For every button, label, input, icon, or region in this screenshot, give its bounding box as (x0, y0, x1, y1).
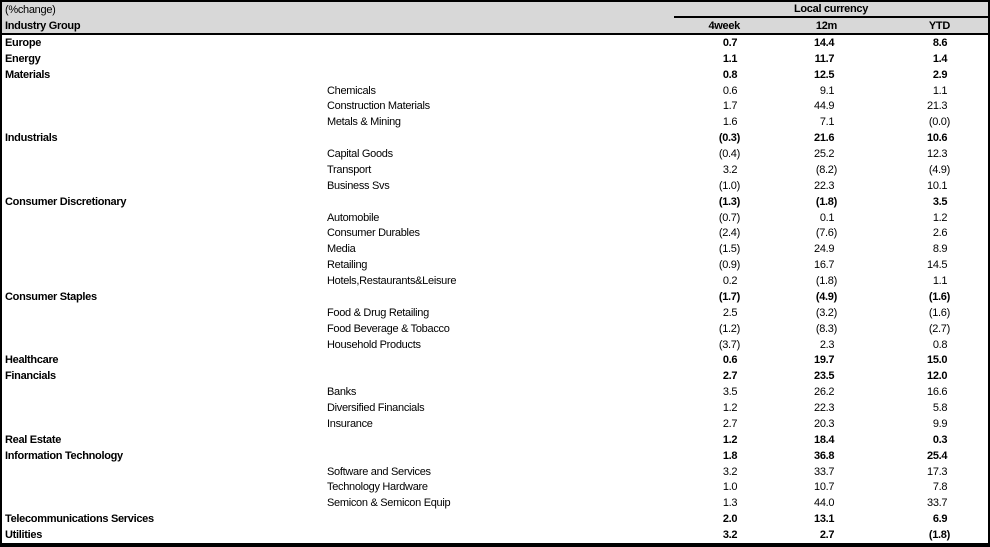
table-row (2, 511, 988, 527)
cell-12m: 36.8 (814, 449, 837, 462)
cell-4week: (0.3) (718, 132, 740, 145)
table-row (2, 257, 988, 273)
cell-4week: 1.1 (722, 52, 740, 65)
row-label: Household Products (327, 338, 421, 351)
row-label: Energy (5, 52, 41, 65)
table-row (2, 83, 988, 99)
cell-ytd: 10.1 (927, 179, 950, 192)
cell-4week: 0.7 (722, 36, 740, 49)
row-label: Consumer Discretionary (5, 195, 127, 208)
cell-12m: (3.2) (815, 306, 837, 319)
industry-group-column-label: Industry Group (5, 19, 81, 32)
cell-12m: 22.3 (814, 402, 837, 415)
table-row (2, 337, 988, 353)
row-label: Utilities (5, 529, 43, 542)
cell-ytd: 0.8 (932, 338, 950, 351)
row-label: Metals & Mining (327, 116, 401, 129)
table-row (2, 400, 988, 416)
table-row (2, 495, 988, 511)
cell-12m: 33.7 (814, 465, 837, 478)
cell-ytd: (1.6) (928, 306, 950, 319)
column-headers-row (674, 18, 988, 33)
table-row (2, 448, 988, 464)
cell-12m: 25.2 (814, 148, 837, 161)
cell-ytd: 10.6 (927, 132, 950, 145)
row-label: Insurance (327, 417, 373, 430)
cell-4week: 1.0 (722, 481, 740, 494)
cell-ytd: (1.8) (928, 529, 950, 542)
col-header-ytd: YTD (928, 19, 950, 32)
cell-4week: 1.2 (722, 433, 740, 446)
cell-ytd: (0.0) (928, 116, 950, 129)
cell-ytd: 14.5 (927, 259, 950, 272)
cell-4week: (0.4) (718, 148, 740, 161)
table-row (2, 114, 988, 130)
row-label: Healthcare (5, 354, 59, 367)
row-label: Consumer Durables (327, 227, 420, 240)
cell-12m: (1.8) (815, 195, 837, 208)
cell-ytd: 12.0 (927, 370, 950, 383)
row-label: Retailing (327, 259, 368, 272)
table-row (2, 51, 988, 67)
cell-4week: 0.2 (722, 275, 740, 288)
row-label: Telecommunications Services (5, 513, 154, 526)
cell-12m: 7.1 (819, 116, 837, 129)
cell-12m: 9.1 (819, 84, 837, 97)
row-label: Financials (5, 370, 56, 383)
cell-4week: (1.3) (718, 195, 740, 208)
cell-4week: (1.2) (718, 322, 740, 335)
cell-ytd: 33.7 (927, 497, 950, 510)
cell-4week: 2.5 (722, 306, 740, 319)
cell-12m: 21.6 (814, 132, 837, 145)
table-row (2, 35, 988, 51)
cell-ytd: (1.6) (928, 290, 950, 303)
cell-12m: 24.9 (814, 243, 837, 256)
row-label: Europe (5, 36, 42, 49)
cell-12m: (8.3) (815, 322, 837, 335)
row-label: Chemicals (327, 84, 376, 97)
cell-12m: 44.9 (814, 100, 837, 113)
cell-ytd: 1.4 (932, 52, 950, 65)
cell-ytd: 2.6 (932, 227, 950, 240)
cell-4week: 0.8 (722, 68, 740, 81)
cell-4week: 3.2 (722, 529, 740, 542)
cell-12m: 18.4 (814, 433, 837, 446)
cell-12m: 44.0 (814, 497, 837, 510)
cell-12m: 2.7 (819, 529, 837, 542)
cell-ytd: 16.6 (927, 386, 950, 399)
row-label: Hotels,Restaurants&Leisure (327, 275, 457, 288)
cell-12m: (1.8) (815, 275, 837, 288)
table-row (2, 99, 988, 115)
table-row (2, 432, 988, 448)
table-row (2, 194, 988, 210)
cell-ytd: 6.9 (932, 513, 950, 526)
cell-4week: 3.2 (722, 465, 740, 478)
table-header (2, 2, 988, 35)
cell-12m: 26.2 (814, 386, 837, 399)
row-label: Materials (5, 68, 50, 81)
col-header-4week: 4week (708, 19, 740, 32)
cell-12m: 14.4 (814, 36, 837, 49)
row-label: Transport (327, 163, 371, 176)
table-row (2, 130, 988, 146)
cell-4week: (0.7) (718, 211, 740, 224)
local-currency-span-header (674, 2, 988, 18)
cell-ytd: 8.9 (932, 243, 950, 256)
cell-4week: 2.7 (722, 417, 740, 430)
row-label: Semicon & Semicon Equip (327, 497, 451, 510)
cell-ytd: 1.1 (932, 275, 950, 288)
table-row (2, 368, 988, 384)
row-label: Media (327, 243, 356, 256)
row-label: Construction Materials (327, 100, 430, 113)
cell-4week: 1.7 (722, 100, 740, 113)
row-label: Consumer Staples (5, 290, 97, 303)
table-row (2, 305, 988, 321)
cell-ytd: 0.3 (932, 433, 950, 446)
row-label: Banks (327, 386, 357, 399)
cell-4week: 1.3 (722, 497, 740, 510)
cell-ytd: 1.2 (932, 211, 950, 224)
table-row (2, 321, 988, 337)
table-row (2, 67, 988, 83)
cell-ytd: 3.5 (932, 195, 950, 208)
cell-4week: 3.5 (722, 386, 740, 399)
cell-4week: (0.9) (718, 259, 740, 272)
table-row (2, 210, 988, 226)
cell-12m: 12.5 (814, 68, 837, 81)
cell-ytd: 21.3 (927, 100, 950, 113)
cell-ytd: 17.3 (927, 465, 950, 478)
cell-ytd: 25.4 (927, 449, 950, 462)
col-header-12m: 12m (815, 19, 837, 32)
cell-4week: (1.5) (718, 243, 740, 256)
table-row (2, 527, 988, 543)
cell-ytd: 8.6 (932, 36, 950, 49)
cell-4week: 3.2 (722, 163, 740, 176)
row-label: Capital Goods (327, 148, 393, 161)
cell-4week: 0.6 (722, 354, 740, 367)
table-row (2, 226, 988, 242)
cell-ytd: (4.9) (928, 163, 950, 176)
cell-4week: (1.7) (718, 290, 740, 303)
table-row (2, 384, 988, 400)
cell-12m: (4.9) (815, 290, 837, 303)
cell-12m: 19.7 (814, 354, 837, 367)
cell-4week: (3.7) (718, 338, 740, 351)
cell-12m: 10.7 (814, 481, 837, 494)
table-row (2, 178, 988, 194)
row-label: Business Svs (327, 179, 390, 192)
cell-12m: 2.3 (819, 338, 837, 351)
cell-12m: (8.2) (815, 163, 837, 176)
row-label: Industrials (5, 132, 58, 145)
cell-4week: 0.6 (722, 84, 740, 97)
header-right (674, 2, 988, 33)
table-row (2, 353, 988, 369)
table-row (2, 289, 988, 305)
cell-ytd: 5.8 (932, 402, 950, 415)
cell-ytd: 1.1 (932, 84, 950, 97)
table-row (2, 480, 988, 496)
cell-4week: 2.0 (722, 513, 740, 526)
cell-4week: 1.2 (722, 402, 740, 415)
cell-12m: 16.7 (814, 259, 837, 272)
table-body (2, 35, 988, 543)
cell-12m: (7.6) (815, 227, 837, 240)
header-left (2, 2, 674, 33)
percent-change-note: (%change) (5, 4, 56, 16)
row-label: Software and Services (327, 465, 431, 478)
table-row (2, 273, 988, 289)
cell-ytd: (2.7) (928, 322, 950, 335)
row-label: Technology Hardware (327, 481, 428, 494)
cell-4week: (1.0) (718, 179, 740, 192)
cell-ytd: 7.8 (932, 481, 950, 494)
row-label: Diversified Financials (327, 402, 425, 415)
cell-12m: 22.3 (814, 179, 837, 192)
cell-ytd: 12.3 (927, 148, 950, 161)
table-row (2, 162, 988, 178)
cell-12m: 23.5 (814, 370, 837, 383)
local-currency-label: Local currency (793, 3, 869, 15)
cell-12m: 11.7 (814, 52, 837, 65)
cell-12m: 13.1 (814, 513, 837, 526)
row-label: Real Estate (5, 433, 62, 446)
cell-4week: 1.8 (722, 449, 740, 462)
cell-4week: 1.6 (722, 116, 740, 129)
cell-12m: 20.3 (814, 417, 837, 430)
cell-ytd: 15.0 (927, 354, 950, 367)
cell-4week: (2.4) (718, 227, 740, 240)
table-row (2, 464, 988, 480)
table-row (2, 416, 988, 432)
cell-12m: 0.1 (819, 211, 837, 224)
table-row (2, 146, 988, 162)
row-label: Information Technology (5, 449, 123, 462)
cell-ytd: 2.9 (932, 68, 950, 81)
row-label: Food & Drug Retailing (327, 306, 429, 319)
row-label: Food Beverage & Tobacco (327, 322, 450, 335)
row-label: Automobile (327, 211, 380, 224)
table-row (2, 241, 988, 257)
cell-4week: 2.7 (722, 370, 740, 383)
cell-ytd: 9.9 (932, 417, 950, 430)
